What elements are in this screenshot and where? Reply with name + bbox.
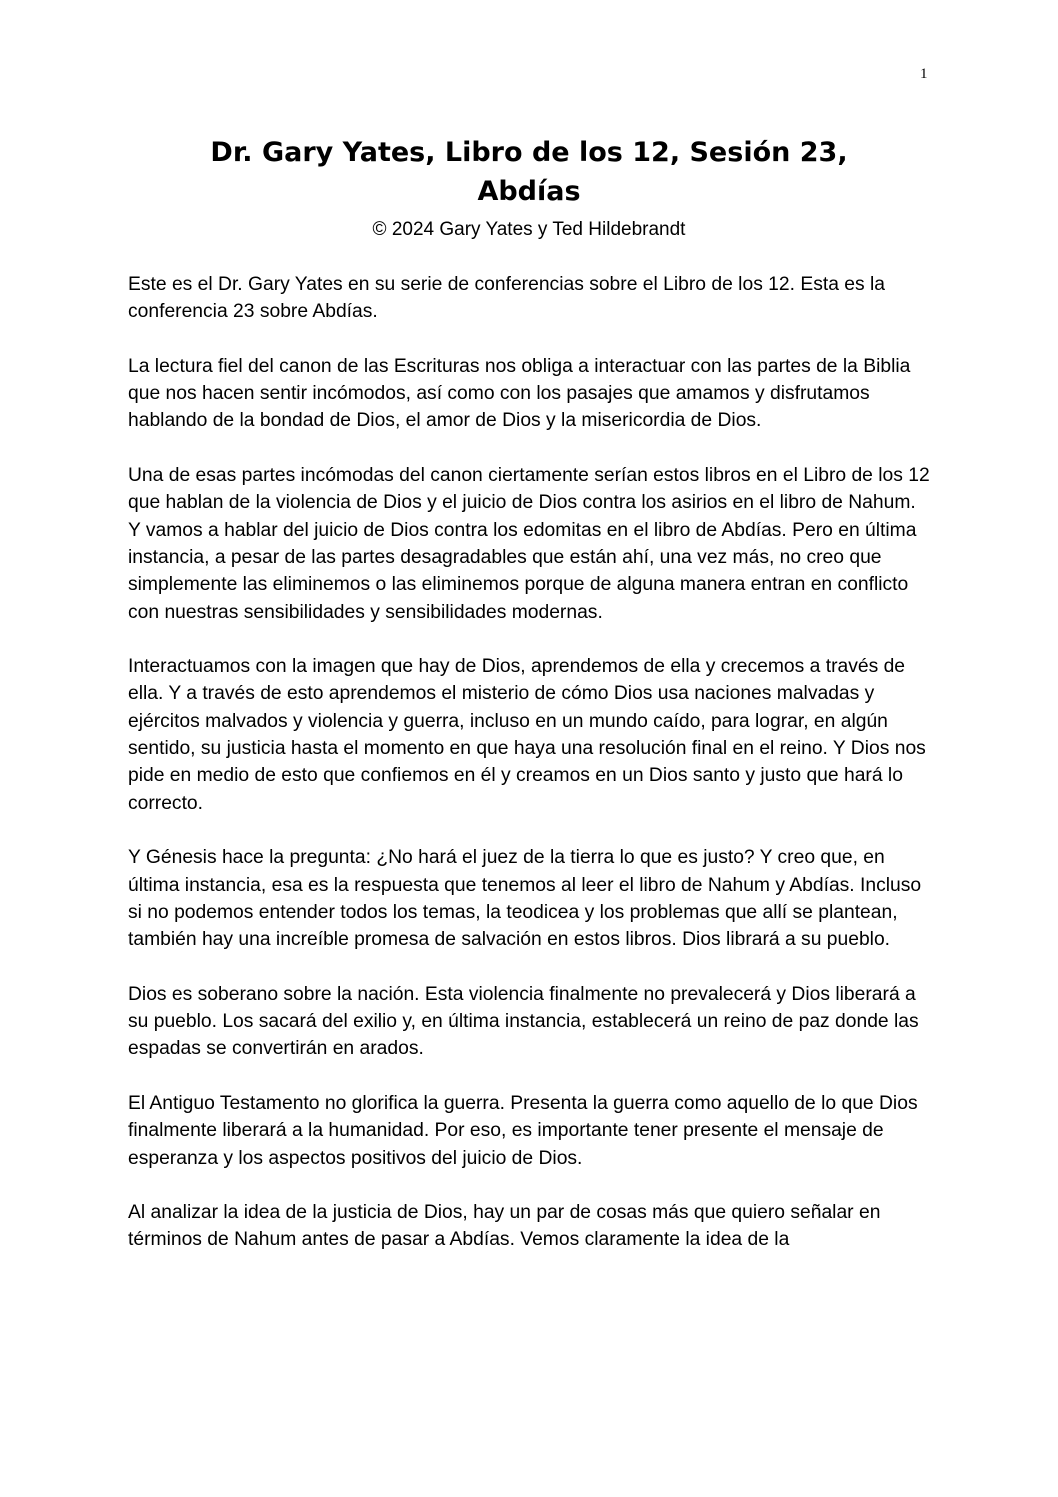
paragraph: Al analizar la idea de la justicia de Dios, hay un par de cosas más que quiero señalar en términos de Nahum antes de pasar a Abdías. Vemos claramente la idea de la bbox=[128, 1202, 881, 1251]
document-title bbox=[150, 133, 908, 211]
paragraph: Dios es soberano sobre la nación. Esta violencia finalmente no prevalecerá y Dios liberará a su pueblo. Los sacará del exilio y, en última instancia, establecerá un reino de paz donde las espadas se convertirán en arados. bbox=[128, 983, 919, 1060]
paragraph: Este es el Dr. Gary Yates en su serie de conferencias sobre el Libro de los 12. Esta es la conferencia 23 sobre Abdías. bbox=[128, 274, 886, 323]
paragraph: Una de esas partes incómodas del canon ciertamente serían estos libros en el Libro de los 12 que hablan de la violencia de Dios y el juicio de Dios contra los asirios en el libro de Nahum. Y vamos a hablar del juicio de Dios contra los edomitas en el libro de Abdías. Pero en última instancia, a pesar de las partes desagradables que están ahí, una vez más, no creo que simplemente las eliminemos o las eliminemos porque de alguna manera entran en conflicto con nuestras sensibilidades y sensibilidades modernas. bbox=[128, 465, 930, 623]
paragraph: Y Génesis hace la pregunta: ¿No hará el juez de la tierra lo que es justo? Y creo que, en última instancia, esa es la respuesta que tenemos al leer el libro de Nahum y Abdías. Incluso si no podemos entender todos los temas, la teodicea y los problemas que allí se plantean, también hay una increíble promesa de salvación en estos libros. Dios librará a su pueblo. bbox=[128, 847, 922, 951]
title-line-1: Dr. Gary Yates, Libro de los 12, Sesión 23, bbox=[210, 137, 848, 168]
paragraph: Interactuamos con la imagen que hay de Dios, aprendemos de ella y crecemos a través de ella. Y a través de esto aprendemos el misterio de cómo Dios usa naciones malvadas y ejércitos malvados y violencia y guerra, incluso en un mundo caído, para lograr, en algún sentido, su justicia hasta el momento en que haya una resolución final en el reino. Y Dios nos pide en medio de esto que confiemos en él y creamos en un Dios santo y justo que hará lo correcto. bbox=[128, 656, 926, 814]
paragraph: La lectura fiel del canon de las Escrituras nos obliga a interactuar con las partes de la Biblia que nos hacen sentir incómodos, así como con los pasajes que amamos y disfrutamos hablando de la bondad de Dios, el amor de Dios y la misericordia de Dios. bbox=[128, 355, 911, 432]
paragraph: El Antiguo Testamento no glorifica la guerra. Presenta la guerra como aquello de lo que Dios finalmente liberará a la humanidad. Por eso, es importante tener presente el mensaje de esperanza y los aspectos positivos del juicio de Dios. bbox=[128, 1092, 918, 1169]
body-text bbox=[128, 271, 933, 1281]
copyright-line: © 2024 Gary Yates y Ted Hildebrandt bbox=[372, 219, 686, 240]
title-line-2: Abdías bbox=[477, 176, 581, 207]
page-number: 1 bbox=[920, 66, 928, 82]
